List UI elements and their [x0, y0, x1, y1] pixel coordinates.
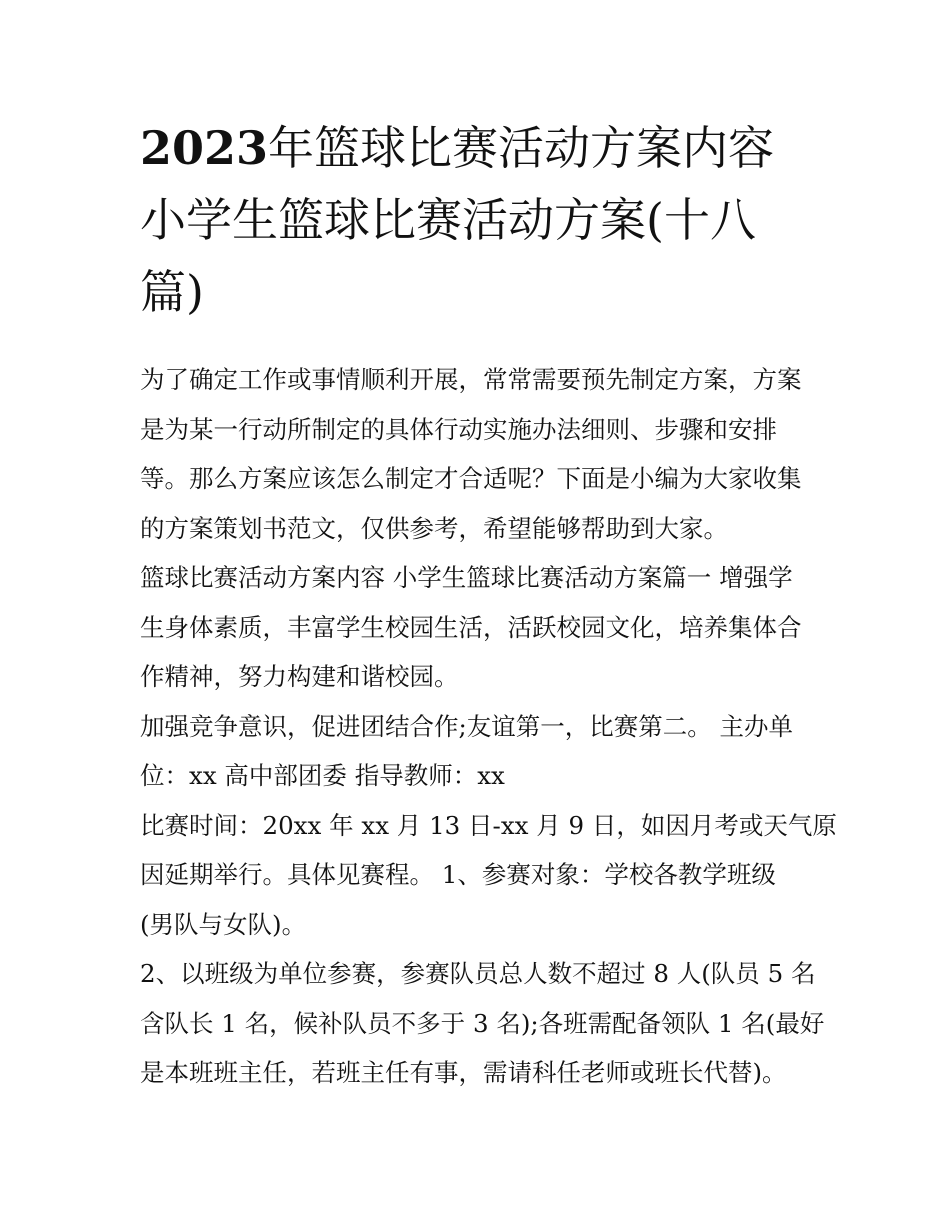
- body-line: 生身体素质，丰富学生校园生活，活跃校园文化，培养集体合: [140, 612, 802, 642]
- body-line: 加强竞争意识，促进团结合作;友谊第一，比赛第二。 主办单: [140, 711, 794, 741]
- title-line-1: [140, 112, 820, 184]
- body-line: 因延期举行。具体见赛程。 1、参赛对象：学校各教学班级: [140, 860, 776, 889]
- body-line: 比赛时间：20xx 年 xx 月 13 日-xx 月 9 日，如因月考或天气原: [140, 810, 837, 840]
- body-line: 位：xx 高中部团委 指导教师：xx: [140, 761, 505, 790]
- body-line: 是本班班主任，若班主任有事，需请科任老师或班长代替)。: [140, 1058, 787, 1087]
- body-line: 作精神，努力构建和谐校园。: [140, 662, 459, 691]
- body-line: 的方案策划书范文，仅供参考，希望能够帮助到大家。: [140, 513, 728, 543]
- title-line-1-bold: 2023: [140, 121, 269, 175]
- document-body: [140, 355, 837, 1098]
- body-line: 是为某一行动所制定的具体行动实施办法细则、步骤和安排: [140, 414, 777, 444]
- body-line: 为了确定工作或事情顺利开展，常常需要预先制定方案，方案: [140, 365, 802, 394]
- title-line-3: 篇): [140, 265, 204, 319]
- document-title: [140, 112, 820, 328]
- body-line: 等。那么方案应该怎么制定才合适呢？下面是小编为大家收集: [140, 464, 802, 493]
- body-line: (男队与女队)。: [140, 909, 307, 939]
- body-line: 篮球比赛活动方案内容 小学生篮球比赛活动方案篇一 增强学: [140, 563, 793, 592]
- title-line-2: 小学生篮球比赛活动方案(十八: [140, 193, 756, 247]
- title-line-1-rest: 年篮球比赛活动方案内容: [268, 121, 775, 175]
- body-line: 含队长 1 名，候补队员不多于 3 名);各班需配备领队 1 名(最好: [140, 1008, 825, 1038]
- body-line: 2、以班级为单位参赛，参赛队员总人数不超过 8 人(队员 5 名: [140, 959, 816, 988]
